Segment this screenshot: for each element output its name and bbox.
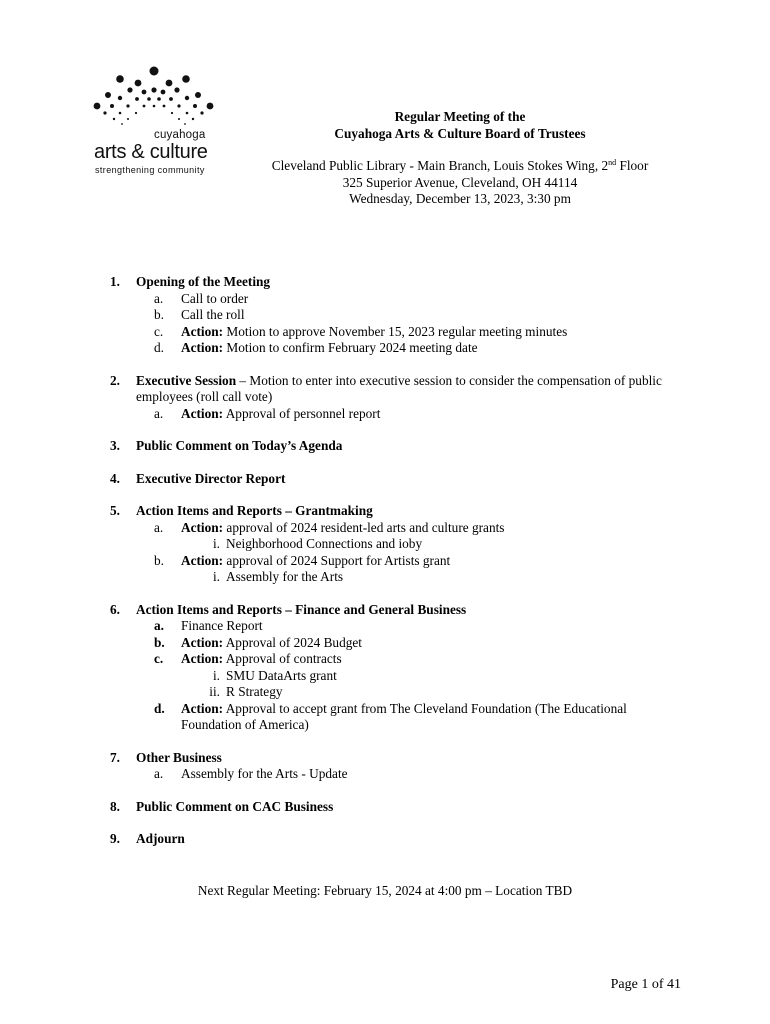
agenda-item-9: 9. Adjourn (110, 831, 670, 848)
meeting-title (210, 109, 710, 142)
page-number: Page 1 of 41 (610, 977, 681, 992)
sub-sub-item: i. SMU DataArts grant (212, 667, 337, 683)
dots-logo-icon (92, 66, 222, 128)
item-title: Other Business (136, 749, 222, 765)
item-title: Action Items and Reports – Finance and General Business (136, 601, 467, 617)
title-line-2: Cuyahoga Arts & Culture Board of Trustees (334, 125, 586, 141)
sub-sub-item: i. Assembly for the Arts (212, 569, 344, 584)
agenda-item-3: 3. Public Comment on Today’s Agenda (110, 438, 670, 455)
agenda-list (110, 274, 670, 864)
agenda-item-2: 2. Executive Session – Motion to enter into executive session to consider the compensation of public employees (roll call vote) a. Action: Approval of personnel report (110, 373, 670, 423)
item-title: Executive Session (136, 372, 237, 388)
meeting-location (210, 158, 710, 208)
agenda-item-1: 1. Opening of the Meeting a. Call to order b. Call the roll c. Action: Motion to approve November 15, 2023 regular meeting minutes d. Action: Motion to confirm February 2024 meeting date (110, 274, 670, 357)
item-title: Action Items and Reports – Grantmaking (136, 503, 373, 518)
next-meeting-note: Next Regular Meeting: February 15, 2024 at 4:00 pm – Location TBD (197, 883, 573, 898)
location-line: Cleveland Public Library - Main Branch, Louis Stokes Wing, 2nd Floor (271, 158, 649, 173)
agenda-item-8: 8. Public Comment on CAC Business (110, 799, 670, 816)
sub-item: b. Action: Approval of 2024 Budget (154, 634, 362, 650)
agenda-item-7: 7. Other Business a. Assembly for the Arts - Update (110, 750, 670, 783)
agenda-item-4: 4. Executive Director Report (110, 471, 670, 488)
agenda-item-6: 6. Action Items and Reports – Finance and General Business a. Finance Report b. Action: Approval of 2024 Budget c. Action: Approval of contracts i. SMU DataArts grant ii. R Strategy d. Action: Approval to accept grant from The Cleveland Foundation (The Educational Foundation of America) (110, 602, 670, 734)
item-title: Executive Director Report (136, 470, 286, 486)
item-title: Opening of the Meeting (136, 274, 271, 289)
sub-item: a. Call to order (154, 290, 249, 306)
datetime-line: Wednesday, December 13, 2023, 3:30 pm (349, 191, 571, 206)
sub-item: d. Action: Motion to confirm February 2024 meeting date (154, 340, 478, 355)
cac-logo (92, 66, 222, 178)
sub-item: a. Action: Approval of personnel report (154, 405, 381, 421)
sub-sub-item: ii. R Strategy (209, 684, 283, 699)
agenda-item-5: 5. Action Items and Reports – Grantmaking a. Action: approval of 2024 resident-led arts and culture grants i. Neighborhood Connections and ioby b. Action: approval of 2024 Support for Artists grant i. Assembly for the Arts (110, 503, 670, 586)
sub-item: c. Action: Approval of contracts (154, 651, 342, 666)
sub-item: a. Assembly for the Arts - Update (154, 766, 348, 781)
logo-cuyahoga: cuyahoga (154, 129, 206, 141)
sub-sub-item: i. Neighborhood Connections and ioby (212, 536, 423, 551)
sub-item: a. Action: approval of 2024 resident-led arts and culture grants (154, 519, 505, 535)
sub-item: b. Call the roll (154, 307, 245, 322)
sub-item: a. Finance Report (154, 618, 263, 633)
sub-item: b. Action: approval of 2024 Support for Artists grant (154, 552, 451, 568)
title-line-1: Regular Meeting of the (394, 109, 526, 124)
logo-arts-culture: arts & culture (94, 141, 208, 163)
item-title: Public Comment on Today’s Agenda (136, 438, 343, 453)
logo-tagline: strengthening community (95, 165, 205, 175)
sub-item: d. Action: Approval to accept grant from The Cleveland Foundation (The Educational Foundation of America) (154, 700, 627, 732)
address-line: 325 Superior Avenue, Cleveland, OH 44114 (342, 174, 578, 190)
sub-item: c. Action: Motion to approve November 15, 2023 regular meeting minutes (154, 323, 568, 339)
item-title: Public Comment on CAC Business (136, 798, 334, 814)
item-title: Adjourn (136, 831, 185, 846)
